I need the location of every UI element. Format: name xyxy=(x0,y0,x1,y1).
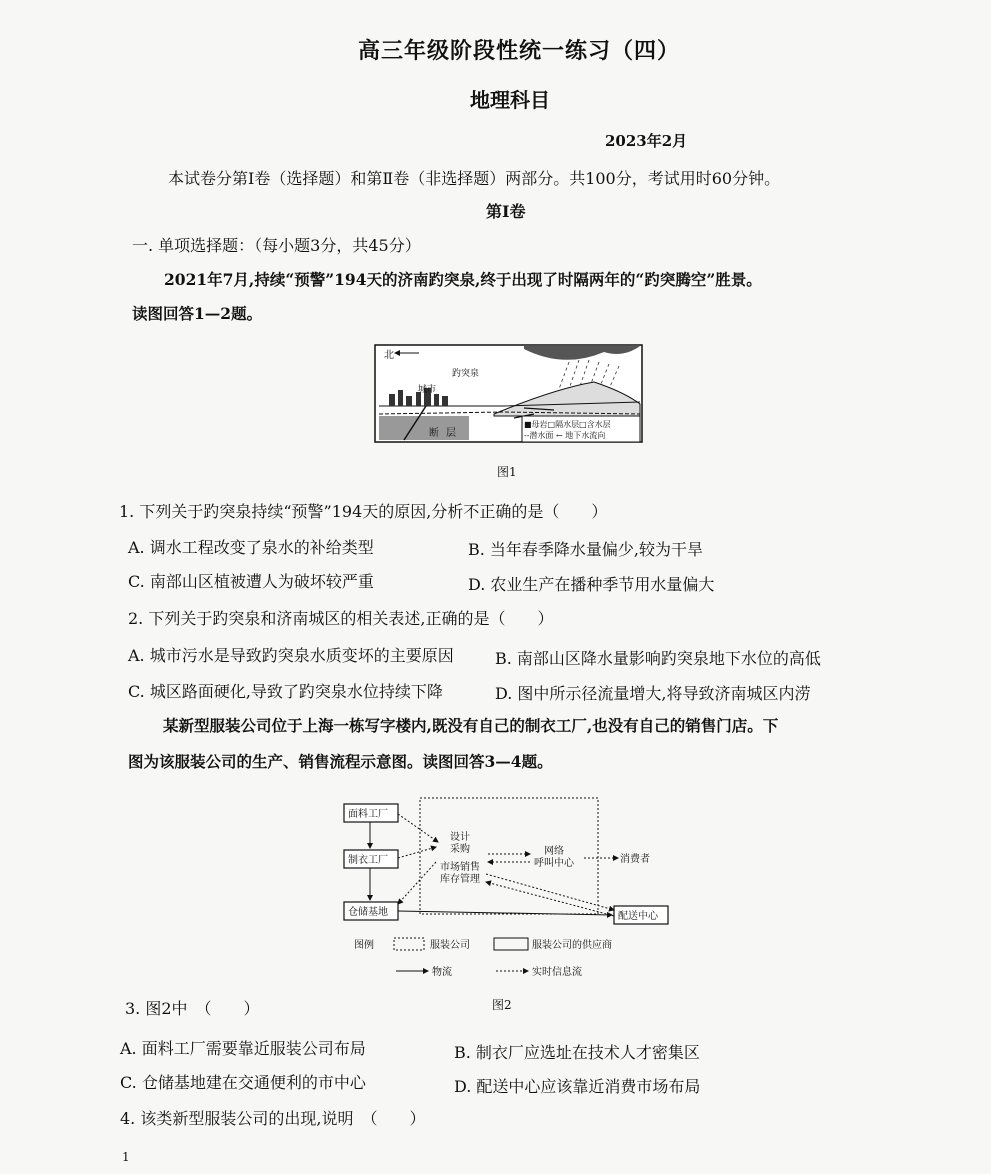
design-label-a: 设计 xyxy=(450,832,470,843)
figure2-legend-title: 图例 xyxy=(354,940,374,951)
figure2-caption: 图2 xyxy=(492,998,512,1012)
figure2-diagram xyxy=(338,792,678,984)
storage-base: 仓储基地 xyxy=(348,907,388,918)
q3-option-d: D. 配送中心应该靠近消费市场布局 xyxy=(454,1077,701,1096)
passage1-line2: 读图回答1—2题。 xyxy=(132,304,263,323)
passage1-line1: 2021年7月,持续“预警”194天的济南趵突泉,终于出现了时隔两年的“趵突腾空”胜景。 xyxy=(164,270,762,289)
figure1-legend-flow: --潜水面 ← 地下水流向 xyxy=(524,431,606,440)
fabric-factory: 面料工厂 xyxy=(348,809,388,820)
part-heading: 第Ⅰ卷 xyxy=(486,202,526,221)
section-heading: 一. 单项选择题：（每小题3分，共45分） xyxy=(132,236,421,255)
q3-option-b: B. 制衣厂应选址在技术人才密集区 xyxy=(454,1043,700,1062)
spring-label: 趵突泉 xyxy=(452,369,480,379)
garment-factory: 制衣工厂 xyxy=(348,855,388,866)
page-title: 高三年级阶段性统一练习（四） xyxy=(358,38,681,64)
figure1-caption: 图1 xyxy=(497,465,517,479)
legend-info-flow: 实时信息流 xyxy=(532,967,582,978)
city-label: 城市 xyxy=(418,385,437,395)
q1-option-b: B. 当年春季降水量偏少,较为干旱 xyxy=(468,540,704,559)
q3-stem: 3. 图2中 （ ） xyxy=(125,999,260,1018)
q3-option-a: A. 面料工厂需要靠近服装公司布局 xyxy=(120,1039,366,1058)
fault-label-a: 断 xyxy=(429,428,439,439)
q2-option-c: C. 城区路面硬化,导致了趵突泉水位持续下降 xyxy=(128,682,443,701)
distribution-center: 配送中心 xyxy=(618,911,658,922)
legend-supplier: 服装公司的供应商 xyxy=(532,940,612,951)
market-label-a: 市场销售 xyxy=(440,862,480,873)
passage2-line1: 某新型服装公司位于上海一栋写字楼内,既没有自己的制衣工厂,也没有自己的销售门店。下 xyxy=(163,716,779,735)
legend-company: 服装公司 xyxy=(430,940,470,951)
q1-option-a: A. 调水工程改变了泉水的补给类型 xyxy=(128,538,374,557)
design-label-b: 采购 xyxy=(450,844,470,855)
consumer-label: 消费者 xyxy=(620,854,650,865)
market-label-b: 库存管理 xyxy=(440,874,480,885)
q2-stem: 2. 下列关于趵突泉和济南城区的相关表述,正确的是（ ） xyxy=(128,609,554,628)
call-center-b: 呼叫中心 xyxy=(534,858,574,869)
q4-stem: 4. 该类新型服装公司的出现,说明 （ ） xyxy=(120,1109,426,1128)
q1-stem: 1. 下列关于趵突泉持续“预警”194天的原因,分析不正确的是（ ） xyxy=(119,502,608,521)
exam-intro: 本试卷分第Ⅰ卷（选择题）和第Ⅱ卷（非选择题）两部分。共100分，考试用时60分钟。 xyxy=(168,169,781,188)
subject-title: 地理科目 xyxy=(470,88,550,112)
figure1-diagram xyxy=(374,344,644,444)
north-label: 北 xyxy=(384,350,394,361)
q2-option-a: A. 城市污水是导致趵突泉水质变坏的主要原因 xyxy=(128,646,454,665)
page-number: 1 xyxy=(122,1150,130,1164)
q2-option-b: B. 南部山区降水量影响趵突泉地下水位的高低 xyxy=(495,649,821,668)
exam-date: 2023年2月 xyxy=(605,132,688,150)
q2-option-d: D. 图中所示径流量增大,将导致济南城区内涝 xyxy=(495,684,811,703)
figure1-legend-layers: ■母岩□隔水层□含水层 xyxy=(524,420,611,429)
fault-label-b: 层 xyxy=(446,428,456,439)
q1-option-d: D. 农业生产在播种季节用水量偏大 xyxy=(468,575,715,594)
q3-option-c: C. 仓储基地建在交通便利的市中心 xyxy=(120,1073,366,1092)
legend-logistics: 物流 xyxy=(432,967,452,978)
passage2-line2: 图为该服装公司的生产、销售流程示意图。读图回答3—4题。 xyxy=(128,752,553,771)
call-center-a: 网络 xyxy=(544,846,564,857)
q1-option-c: C. 南部山区植被遭人为破坏较严重 xyxy=(128,572,374,591)
